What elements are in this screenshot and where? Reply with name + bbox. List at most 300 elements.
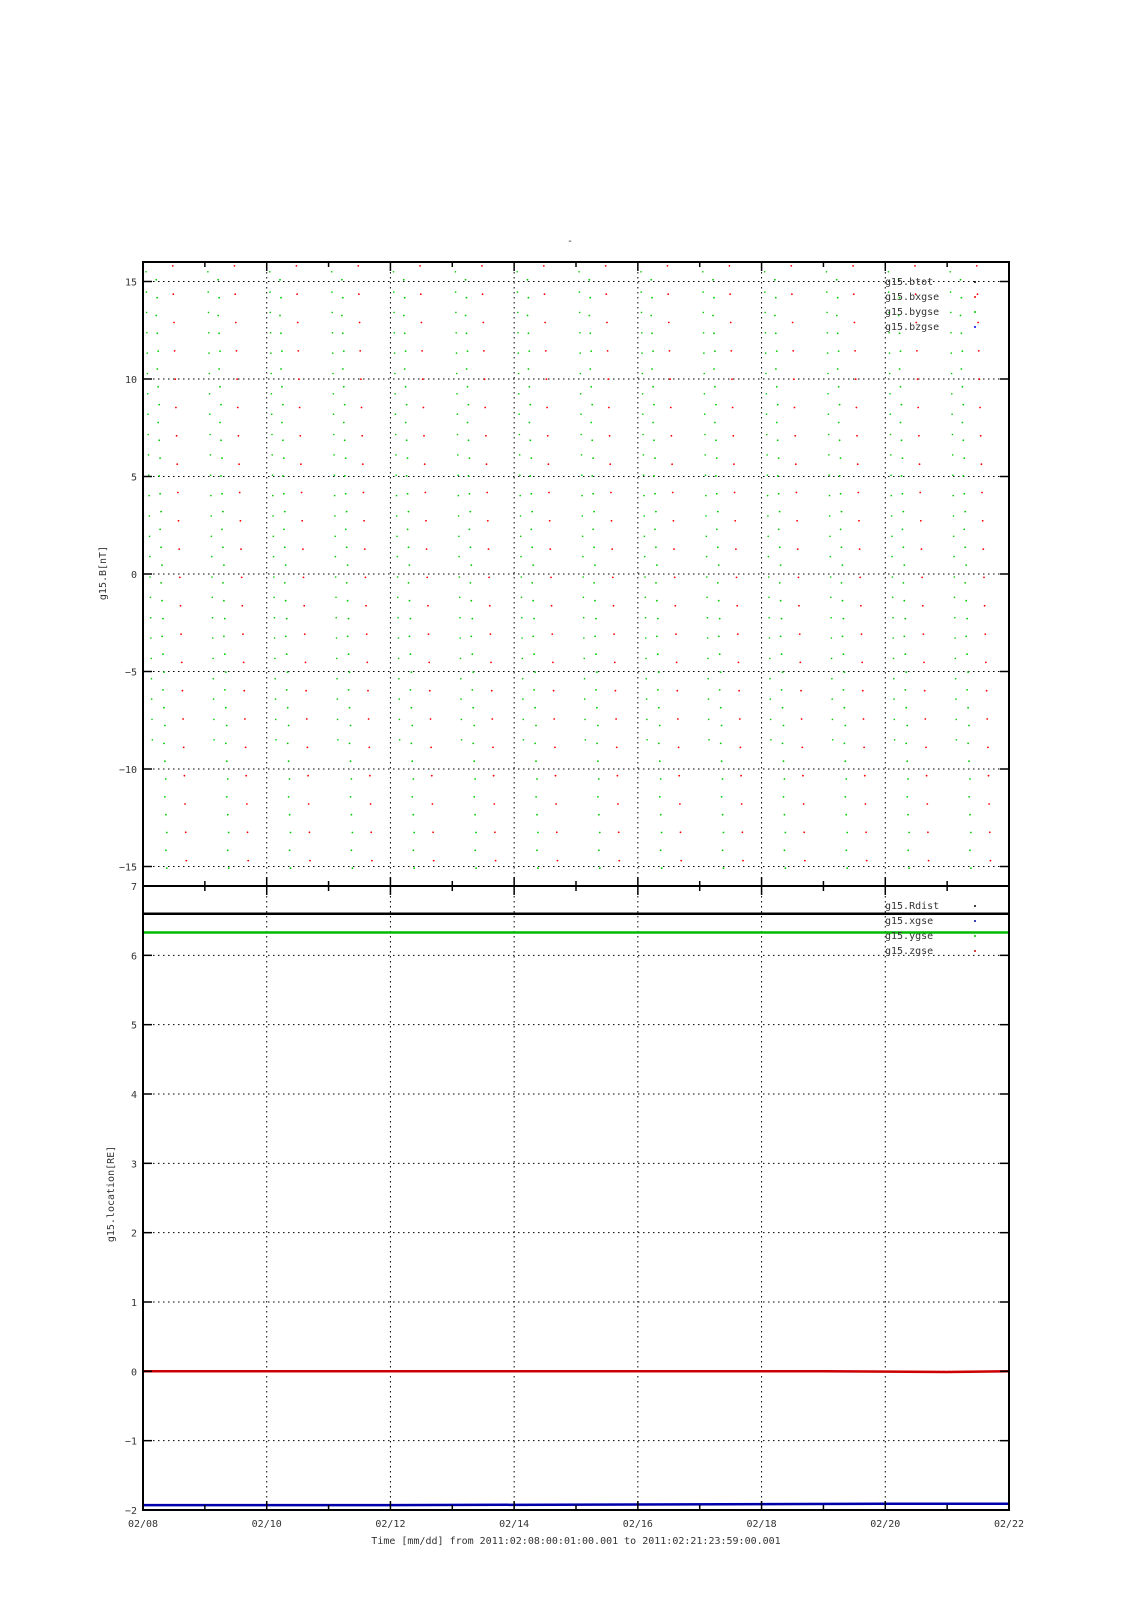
bygse-point [782,671,784,673]
bygse-point [844,796,846,798]
bygse-point [163,707,165,709]
bxgse-point [247,831,249,833]
bxgse-point [667,293,669,295]
bygse-point [530,529,532,531]
x-tick-label: 02/22 [993,1519,1025,1530]
bygse-point [645,597,647,599]
bygse-point [473,725,475,727]
bxgse-point [611,520,613,522]
bxgse-point [432,831,434,833]
legend-label: g15.btot [885,277,934,288]
bygse-point [223,636,225,638]
bygse-point [289,778,291,780]
bygse-point [209,373,211,375]
bygse-point [517,291,519,293]
bygse-point [531,546,533,548]
x-tick-labels [128,1519,1024,1530]
bygse-point [716,493,718,495]
bxgse-point [618,860,620,862]
bygse-point [765,352,767,354]
bygse-point [837,368,839,370]
bygse-point [212,658,214,660]
bygse-point [406,475,408,477]
bxgse-point [423,435,425,437]
bxgse-point [859,577,861,579]
bygse-point [890,474,892,476]
bygse-point [160,546,162,548]
bygse-point [582,536,584,538]
bygse-point [475,867,477,869]
bygse-point [718,636,720,638]
bygse-point [656,636,658,638]
bygse-point [842,564,844,566]
bygse-point [161,636,163,638]
bygse-point [839,439,841,441]
bygse-point [408,582,410,584]
bygse-point [279,315,281,317]
bxgse-point [988,775,990,777]
bygse-point [783,796,785,798]
bxgse-point [794,435,796,437]
bygse-point [969,849,971,851]
bygse-point [640,271,642,273]
bygse-point [827,393,829,395]
bxgse-point [246,803,248,805]
bygse-point [220,439,222,441]
bygse-point [640,291,642,293]
bxgse-point [921,548,923,550]
bygse-point [964,582,966,584]
y-tick-label: 1 [130,1298,137,1309]
bygse-point [146,312,148,314]
bxgse-point [181,662,183,664]
bygse-point [158,439,160,441]
x-tick-label: 02/18 [746,1519,777,1530]
bygse-point [829,495,831,497]
bygse-point [661,832,663,834]
bygse-point [395,454,397,456]
bygse-point [331,312,333,314]
legend-marker [974,281,976,283]
bygse-point [288,796,290,798]
bxgse-point [488,548,490,550]
bygse-point [660,778,662,780]
bygse-point [767,515,769,517]
bxgse-point [738,662,740,664]
bxgse-point [236,350,238,352]
bxgse-point [360,378,362,380]
y-tick-label: 7 [130,882,137,893]
bxgse-point [490,633,492,635]
bygse-point [770,719,772,721]
bygse-point [583,637,585,639]
bygse-point [283,493,285,495]
bygse-point [468,475,470,477]
bxgse-point [234,293,236,295]
bygse-point [213,678,215,680]
bxgse-point [984,633,986,635]
bygse-point [953,536,955,538]
bygse-point [164,725,166,727]
bxgse-point [606,322,608,324]
bxgse-point [303,577,305,579]
bxgse-point [676,690,678,692]
bxgse-point [918,435,920,437]
bygse-point [157,422,159,424]
bxgse-point [854,322,856,324]
bygse-point [394,373,396,375]
bxgse-point [176,463,178,465]
bygse-point [903,564,905,566]
bxgse-point [860,605,862,607]
legend-label: g15.bygse [885,307,940,318]
bygse-point [337,698,339,700]
bygse-point [210,515,212,517]
bygse-point [225,671,227,673]
bygse-point [459,617,461,619]
x-tick-label: 02/08 [127,1519,159,1530]
bygse-point [527,279,529,281]
bygse-point [274,678,276,680]
bxgse-point [550,577,552,579]
x-tick-label: 02/16 [622,1519,653,1530]
bygse-point [350,796,352,798]
bxgse-point [730,322,732,324]
bygse-point [704,434,706,436]
bygse-point [395,474,397,476]
bygse-point [274,637,276,639]
bygse-point [908,832,910,834]
bxgse-point [357,265,359,267]
figure-top-title: - [566,236,574,247]
bygse-point [906,796,908,798]
bygse-point [844,725,846,727]
bxgse-point [986,690,988,692]
bxgse-point [183,747,185,749]
bxgse-point [617,775,619,777]
bygse-point [335,597,337,599]
bygse-point [955,698,957,700]
bygse-point [705,515,707,517]
bygse-point [842,600,844,602]
bygse-point [271,413,273,415]
bygse-point [652,386,654,388]
bygse-point [270,332,272,334]
bygse-point [720,743,722,745]
bygse-point [719,689,721,691]
bygse-point [475,832,477,834]
bxgse-point [854,350,856,352]
bygse-point [412,778,414,780]
bxgse-point [433,860,435,862]
bygse-point [844,760,846,762]
bygse-point [954,597,956,599]
bygse-point [595,689,597,691]
bygse-point [331,271,333,273]
bxgse-point [543,265,545,267]
bygse-point [457,413,459,415]
bygse-point [589,297,591,299]
bxgse-point [729,293,731,295]
bygse-point [459,597,461,599]
bygse-point [846,832,848,834]
bxgse-point [370,831,372,833]
bygse-point [721,760,723,762]
bygse-point [411,707,413,709]
bxgse-point [923,662,925,664]
bygse-point [156,368,158,370]
bxgse-point [610,492,612,494]
bygse-point [645,637,647,639]
bygse-point [224,689,226,691]
bygse-point [457,434,459,436]
bxgse-point [864,775,866,777]
bxgse-point [426,548,428,550]
bygse-point [468,404,470,406]
bxgse-point [988,803,990,805]
bygse-point [713,368,715,370]
bxgse-point [493,803,495,805]
bygse-point [840,457,842,459]
bygse-point [346,511,348,513]
bygse-point [654,529,656,531]
bygse-point [841,511,843,513]
bxgse-point [300,463,302,465]
y-tick-label: 10 [124,375,137,386]
bygse-point [518,413,520,415]
bygse-point [403,315,405,317]
bygse-point [707,658,709,660]
bygse-point [474,778,476,780]
bxgse-point [245,747,247,749]
bygse-point [520,515,522,517]
bygse-point [220,404,222,406]
bxgse-point [791,293,793,295]
bygse-point [280,332,282,334]
bxgse-point [482,322,484,324]
bxgse-point [367,690,369,692]
bxgse-point [484,407,486,409]
bxgse-point [734,492,736,494]
bxgse-point [738,690,740,692]
location-panel [106,882,1009,1517]
y-tick-label: 3 [130,1159,137,1171]
bygse-point [518,352,520,354]
bygse-point [954,617,956,619]
bygse-point [599,867,601,869]
bxgse-point [180,605,182,607]
bxgse-point [920,520,922,522]
bxgse-point [185,860,187,862]
bygse-point [778,457,780,459]
bxgse-point [680,831,682,833]
bygse-point [397,617,399,619]
bygse-point [777,475,779,477]
bxgse-point [368,718,370,720]
bygse-point [826,312,828,314]
bygse-point [584,719,586,721]
bygse-point [892,637,894,639]
bygse-point [836,315,838,317]
bygse-point [536,814,538,816]
bxgse-point [420,293,422,295]
bygse-point [226,760,228,762]
bygse-point [843,689,845,691]
bygse-point [344,475,346,477]
bygse-point [591,439,593,441]
bygse-point [146,332,148,334]
bygse-point [147,434,149,436]
bygse-point [219,386,221,388]
bygse-point [653,439,655,441]
bygse-point [836,279,838,281]
bygse-point [952,474,954,476]
bygse-point [844,671,846,673]
bygse-point [951,393,953,395]
bygse-point [519,434,521,436]
bygse-point [838,350,840,352]
bxgse-point [544,322,546,324]
bygse-point [769,658,771,660]
bygse-point [521,637,523,639]
bxgse-point [371,860,373,862]
bygse-point [348,653,350,655]
bygse-point [592,457,594,459]
bxgse-point [557,860,559,862]
series-line-g15-xgse [143,1504,1009,1505]
bygse-point [530,457,532,459]
bygse-point [226,725,228,727]
bygse-point [646,739,648,741]
bygse-point [532,600,534,602]
bygse-point [413,867,415,869]
y-tick-label: 4 [130,1090,137,1101]
bygse-point [275,698,277,700]
bygse-point [344,439,346,441]
bygse-point [592,529,594,531]
bygse-point [778,493,780,495]
x-tick-label: 02/20 [870,1519,901,1530]
bxgse-point [979,378,981,380]
bxgse-point [804,860,806,862]
y-tick-label: −5 [124,667,137,679]
bygse-point [768,556,770,558]
bygse-point [474,814,476,816]
bygse-point [282,439,284,441]
bxgse-point [736,605,738,607]
bygse-point [395,413,397,415]
bygse-point [658,707,660,709]
bygse-point [596,707,598,709]
bygse-point [961,368,963,370]
bygse-point [657,618,659,620]
bygse-point [582,556,584,558]
bygse-point [351,849,353,851]
bxgse-point [238,435,240,437]
bxgse-point [856,407,858,409]
bygse-point [952,495,954,497]
bxgse-point [184,803,186,805]
bygse-point [650,279,652,281]
bygse-point [965,564,967,566]
bxgse-point [855,378,857,380]
bxgse-point [240,520,242,522]
bxgse-point [358,293,360,295]
bygse-point [655,546,657,548]
bygse-point [225,707,227,709]
bygse-point [713,332,715,334]
bxgse-point [731,378,733,380]
legend-label: g15.Rdist [885,901,940,912]
bygse-point [223,564,225,566]
bxgse-point [359,350,361,352]
bygse-point [149,556,151,558]
bxgse-point [429,690,431,692]
bygse-point [343,350,345,352]
bygse-point [591,475,593,477]
bygse-point [714,386,716,388]
bygse-point [656,564,658,566]
y-tick-label: 5 [130,1020,137,1032]
bygse-point [275,719,277,721]
bygse-point [765,332,767,334]
top-panel-y-tick-labels [119,278,137,874]
bygse-point [537,832,539,834]
y-tick-label: 0 [130,570,137,581]
bygse-point [227,849,229,851]
bygse-point [333,393,335,395]
bygse-point [331,291,333,293]
bygse-point [519,495,521,497]
bxgse-point [486,463,488,465]
bxgse-point [670,407,672,409]
bxgse-point [673,548,675,550]
bygse-point [393,291,395,293]
bygse-point [960,279,962,281]
bxgse-point [495,860,497,862]
bygse-point [459,637,461,639]
bygse-point [892,576,894,578]
bygse-point [646,678,648,680]
bygse-point [598,814,600,816]
bxgse-point [180,633,182,635]
bxgse-point [852,265,854,267]
bygse-point [712,315,714,317]
bygse-point [271,434,273,436]
bygse-point [393,312,395,314]
bygse-point [273,576,275,578]
bygse-point [147,413,149,415]
bxgse-point [919,492,921,494]
bxgse-point [428,662,430,664]
bygse-point [403,279,405,281]
bygse-point [352,832,354,834]
bygse-point [535,796,537,798]
bygse-point [519,474,521,476]
bygse-point [643,454,645,456]
bygse-point [723,832,725,834]
bygse-point [961,332,963,334]
bxgse-point [613,633,615,635]
bxgse-point [173,322,175,324]
bygse-point [966,653,968,655]
bygse-point [714,422,716,424]
bxgse-point [617,803,619,805]
bygse-point [396,515,398,517]
bygse-point [164,760,166,762]
bygse-point [844,707,846,709]
bxgse-point [422,378,424,380]
